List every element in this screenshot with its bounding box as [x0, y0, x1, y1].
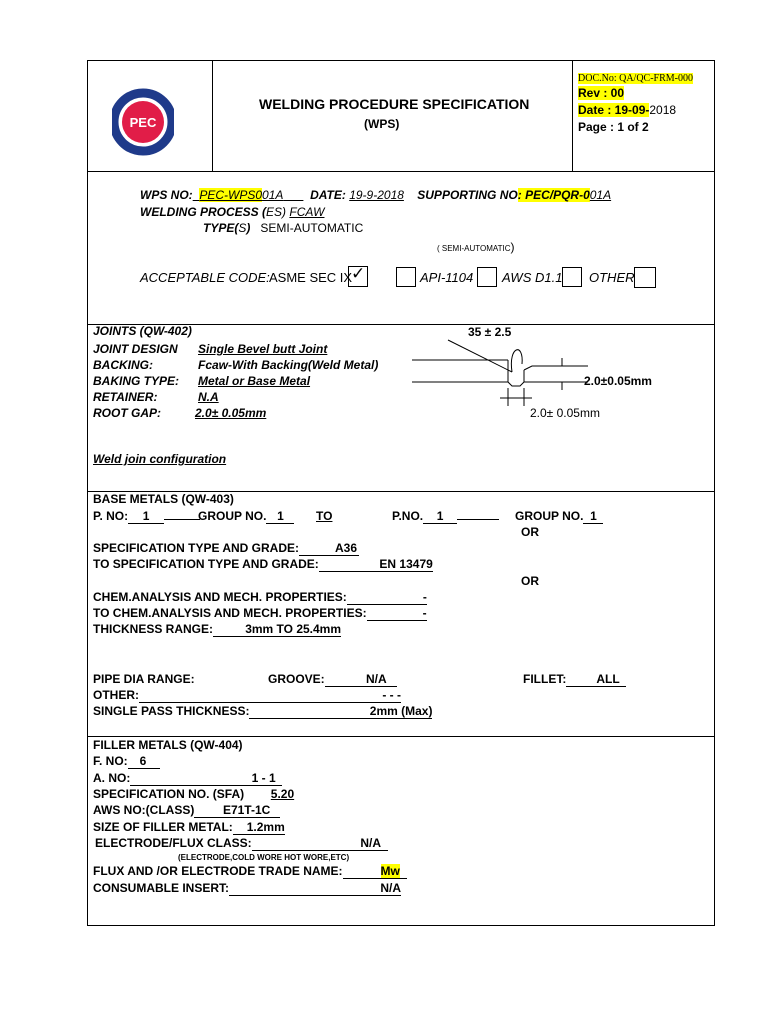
- root-gap-value: 2.0± 0.05mm: [195, 406, 267, 420]
- joint-diagram: [412, 336, 612, 408]
- form-subtitle: (WPS): [364, 117, 400, 131]
- fno-row: F. NO: 6: [93, 754, 160, 769]
- to-spec-grade-row: TO SPECIFICATION TYPE AND GRADE: EN 13479: [93, 557, 433, 571]
- code-other-label: OTHER: [589, 270, 635, 285]
- acceptable-code-label: ACCEPTABLE CODE:: [140, 270, 270, 285]
- pno2: P.NO. 1: [392, 509, 499, 524]
- thickness-row: THICKNESS RANGE: 3mm TO 25.4mm: [93, 622, 342, 636]
- pno-row: P. NO: 1: [93, 509, 200, 524]
- code-aws-checkbox[interactable]: [477, 267, 497, 287]
- dim-face-value: 2.0±0.05mm: [584, 374, 652, 388]
- root-gap-label: ROOT GAP:: [93, 406, 161, 420]
- to-label: TO: [316, 509, 333, 523]
- joint-design-value: Single Bevel butt Joint: [198, 342, 328, 356]
- fillet-row: FILLET: ALL: [523, 672, 626, 687]
- chem-row: CHEM.ANALYSIS AND MECH. PROPERTIES: -: [93, 590, 427, 604]
- check-mark-icon: ✓: [351, 264, 366, 284]
- wps-number-row: WPS NO: PEC-WPS001A DATE: 19-9-2018 SUPPORTING NO: PEC/PQR-001A: [140, 188, 612, 202]
- pipe-dia-label: PIPE DIA RANGE:: [93, 672, 195, 686]
- bevel-angle: 35 ± 2.5: [468, 325, 512, 339]
- group-no-2: GROUP NO. 1: [515, 509, 603, 524]
- aws-row: AWS NO:(CLASS) E71T-1C: [93, 803, 280, 818]
- backing-type-value: Metal or Base Metal: [198, 374, 311, 388]
- doc-date: Date : 19-09-2018: [578, 103, 677, 117]
- type-note: ( SEMI-AUTOMATIC): [437, 240, 515, 254]
- weld-config-label: Weld join configuration: [93, 452, 227, 466]
- filler-metals-heading: FILLER METALS (QW-404): [93, 738, 243, 752]
- dim-gap-value: 2.0± 0.05mm: [530, 406, 600, 420]
- backing-type-label: BAKING TYPE:: [93, 374, 180, 388]
- backing-label: BACKING:: [93, 358, 153, 372]
- joints-heading: JOINTS (QW-402): [93, 324, 192, 338]
- doc-number: DOC.No: QA/QC-FRM-000: [578, 73, 694, 84]
- groove-row: GROOVE: N/A: [268, 672, 397, 687]
- to-chem-row: TO CHEM.ANALYSIS AND MECH. PROPERTIES: -: [93, 606, 427, 620]
- single-pass-row: SINGLE PASS THICKNESS: 2mm (Max): [93, 704, 433, 718]
- sfa-row: SPECIFICATION NO. (SFA) 5.20: [93, 787, 295, 801]
- page-number: Page : 1 of 2: [578, 120, 649, 134]
- flux-note: (ELECTRODE,COLD WORE HOT WORE,ETC): [178, 853, 350, 862]
- code-asme-checkbox[interactable]: [348, 266, 368, 287]
- joint-design-label: JOINT DESIGN: [93, 342, 178, 356]
- size-row: SIZE OF FILLER METAL: 1.2mm: [93, 820, 285, 834]
- ano-row: A. NO: 1 - 1: [93, 771, 282, 786]
- other-row: OTHER: - - -: [93, 688, 401, 702]
- welding-process-row: WELDING PROCESS (ES) FCAW: [140, 205, 325, 219]
- or-2: OR: [521, 574, 539, 588]
- form-title: WELDING PROCEDURE SPECIFICATION: [259, 96, 530, 112]
- logo-text: PEC: [129, 115, 157, 130]
- code-asme-label: ASME SEC IX: [269, 270, 353, 285]
- consumable-insert-row: CONSUMABLE INSERT: N/A: [93, 881, 402, 895]
- code-aws-box-2[interactable]: [562, 267, 582, 287]
- revision: Rev : 00: [578, 86, 625, 100]
- type-row: TYPE(S) SEMI-AUTOMATIC: [203, 221, 364, 235]
- backing-value: Fcaw-With Backing(Weld Metal): [198, 358, 379, 372]
- or-1: OR: [521, 525, 539, 539]
- code-api-checkbox[interactable]: [396, 267, 416, 287]
- retainer-value: N.A: [198, 390, 219, 404]
- base-metals-heading: BASE METALS (QW-403): [93, 492, 234, 506]
- group-no: GROUP NO. 1: [198, 509, 294, 524]
- trade-name-row: FLUX AND /OR ELECTRODE TRADE NAME: Mw: [93, 864, 407, 879]
- code-aws-label: AWS D1.1: [502, 270, 563, 285]
- code-api-label: API-1104: [420, 270, 474, 285]
- spec-grade-row: SPECIFICATION TYPE AND GRADE: A36: [93, 541, 358, 555]
- code-other-checkbox[interactable]: [634, 267, 656, 288]
- flux-class-row: ELECTRODE/FLUX CLASS: N/A: [95, 836, 388, 851]
- retainer-label: RETAINER:: [93, 390, 158, 404]
